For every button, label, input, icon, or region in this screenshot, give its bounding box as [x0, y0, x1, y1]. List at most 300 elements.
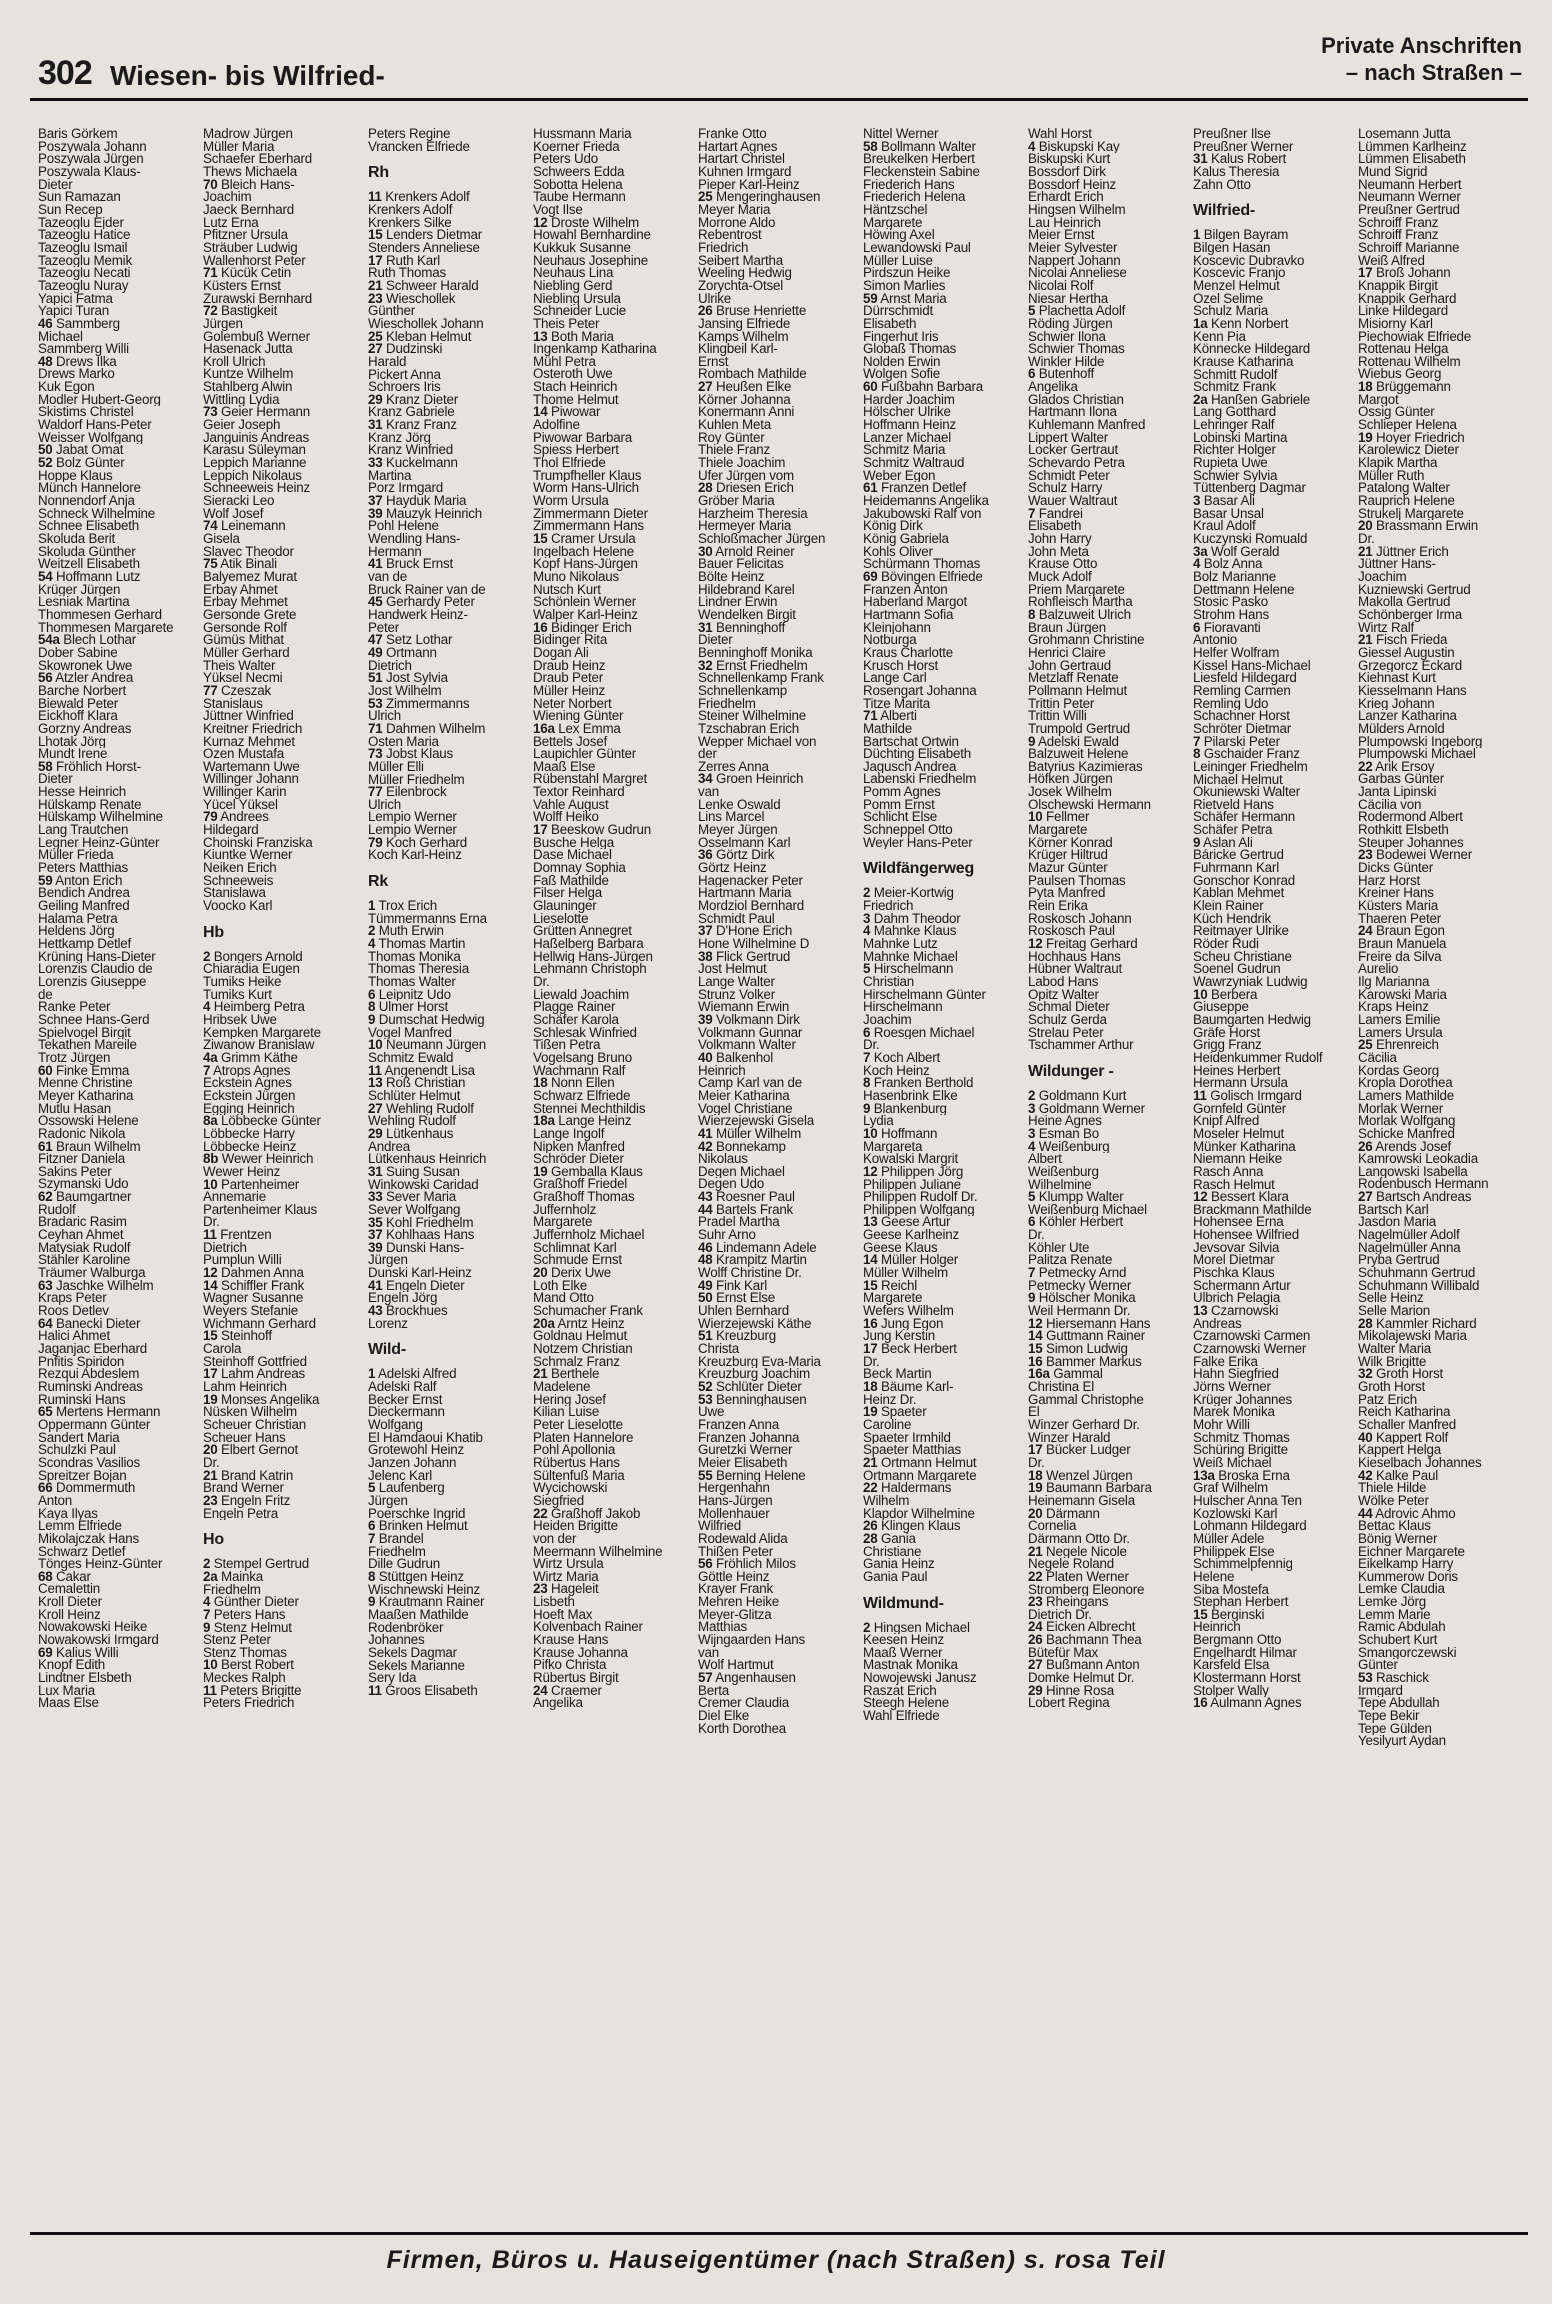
- house-number: 37: [368, 1229, 383, 1242]
- directory-entry: [1193, 1546, 1358, 1559]
- directory-entry: [1193, 470, 1358, 483]
- house-number: 27: [1028, 1659, 1043, 1673]
- resident-name: Berbera: [1211, 988, 1258, 1002]
- house-number: 25: [698, 191, 713, 204]
- resident-name: Dicks Günter: [1358, 862, 1433, 875]
- directory-entry: [1028, 634, 1193, 647]
- resident-name: Schneppel Otto: [863, 824, 953, 837]
- directory-entry: [863, 1356, 1028, 1369]
- resident-name: Angenhausen: [715, 1672, 796, 1685]
- directory-entry: [368, 647, 533, 660]
- resident-name: Wolgen Sofie: [863, 368, 941, 382]
- resident-name: Schmude Ernst: [533, 1254, 622, 1268]
- directory-entry: [533, 495, 698, 508]
- directory-entry: [533, 520, 698, 533]
- directory-entry: [38, 1659, 203, 1672]
- resident-name: Negele Roland: [1028, 1558, 1114, 1571]
- directory-entry: [1358, 1153, 1523, 1166]
- resident-name: Erbay Ahmet: [203, 583, 278, 597]
- directory-entry: [698, 255, 863, 268]
- resident-name: Knappik Birgit: [1358, 279, 1438, 293]
- resident-name: Bönig Werner: [1358, 1532, 1438, 1546]
- resident-name: Pifko Christa: [533, 1659, 607, 1673]
- resident-name: Pirdszun Heike: [863, 267, 951, 280]
- resident-name: Krause Hans: [533, 1634, 609, 1647]
- resident-name: Franzen Anna: [698, 1418, 779, 1432]
- directory-entry: [203, 242, 368, 255]
- directory-entry: [1193, 520, 1358, 533]
- directory-entry: [533, 1153, 698, 1166]
- directory-entry: [533, 331, 698, 344]
- resident-name: Golembuß Werner: [203, 330, 310, 344]
- house-number: 6: [863, 1026, 871, 1040]
- resident-name: Kreuzburg Eva-Maria: [698, 1355, 821, 1369]
- resident-name: Franzen Johanna: [698, 1431, 800, 1445]
- resident-name: Korth Dorothea: [698, 1722, 787, 1736]
- directory-entry: [203, 457, 368, 470]
- directory-entry: [533, 1027, 698, 1040]
- directory-entry: [1193, 1179, 1358, 1192]
- directory-entry: [1358, 875, 1523, 888]
- resident-name: Gerhardy Peter: [386, 596, 475, 609]
- resident-name: Simon Ludwig: [1046, 1343, 1128, 1356]
- resident-name: Rietveld Hans: [1193, 798, 1274, 812]
- directory-entry: [1358, 1128, 1523, 1141]
- house-number: 22: [533, 1507, 548, 1521]
- directory-entry: [38, 508, 203, 521]
- directory-entry: [1193, 685, 1358, 698]
- directory-entry: [533, 1242, 698, 1255]
- directory-entry: [1193, 394, 1358, 407]
- directory-entry: [38, 1292, 203, 1305]
- directory-entry: [203, 571, 368, 584]
- directory-entry: [368, 508, 533, 521]
- resident-name: Biewald Peter: [38, 697, 119, 711]
- directory-entry: [863, 1267, 1028, 1280]
- directory-entry: [1193, 1659, 1358, 1672]
- resident-name: Bossdorf Heinz: [1028, 178, 1116, 192]
- directory-entry: [38, 1141, 203, 1154]
- directory-entry: [698, 482, 863, 495]
- resident-name: Jung Egon: [881, 1317, 944, 1331]
- resident-name: Atik Binali: [220, 558, 277, 571]
- resident-name: Balzuweit Helene: [1028, 748, 1129, 761]
- resident-name: Scheuer Christian: [203, 1418, 307, 1432]
- house-number: 69: [38, 1646, 53, 1660]
- resident-name: Poszywala Jürgen: [38, 153, 144, 166]
- resident-name: Peters Friedrich: [203, 1697, 295, 1711]
- house-number: 6: [1028, 1216, 1036, 1230]
- directory-entry: [698, 710, 863, 723]
- house-number: 51: [698, 1330, 713, 1343]
- directory-entry: [698, 128, 863, 141]
- resident-name: Lahm Andreas: [221, 1368, 305, 1381]
- directory-entry: [203, 204, 368, 217]
- house-number: 40: [698, 1051, 713, 1065]
- resident-name: Helene: [1193, 1570, 1235, 1584]
- resident-name: Koch Karl-Heinz: [368, 849, 462, 863]
- directory-entry: [698, 609, 863, 622]
- house-number: 32: [1358, 1368, 1373, 1381]
- directory-entry: [368, 748, 533, 761]
- directory-entry: [1193, 444, 1358, 457]
- house-number: 3: [1193, 495, 1201, 508]
- directory-entry: [1028, 128, 1193, 141]
- resident-name: Jaschke Wilhelm: [56, 1279, 154, 1293]
- house-number: 68: [38, 1570, 53, 1584]
- resident-name: Wölke Peter: [1358, 1494, 1429, 1508]
- directory-entry: [1028, 255, 1193, 268]
- resident-name: Jüttner Erich: [1376, 545, 1449, 559]
- resident-name: Krautmann Rainer: [378, 1596, 485, 1609]
- directory-entry: [533, 849, 698, 862]
- resident-name: Janta Lipinski: [1358, 786, 1437, 799]
- directory-entry: [1193, 571, 1358, 584]
- directory-entry: [1358, 900, 1523, 913]
- resident-name: Kozlowski Karl: [1193, 1507, 1278, 1521]
- directory-entry: [1358, 736, 1523, 749]
- resident-name: Mahnke Klaus: [873, 925, 957, 939]
- resident-name: Leininger Friedhelm: [1193, 760, 1308, 774]
- resident-name: Schlieper Helena: [1358, 419, 1457, 432]
- directory-entry: [368, 1217, 533, 1230]
- directory-entry: [368, 406, 533, 419]
- directory-entry: [533, 1254, 698, 1267]
- resident-name: Lenders Dietmar: [386, 229, 483, 242]
- directory-entry: [38, 1305, 203, 1318]
- directory-entry: [1358, 1583, 1523, 1596]
- directory-entry: [533, 1609, 698, 1622]
- directory-entry: [863, 520, 1028, 533]
- directory-entry: [1028, 1103, 1193, 1116]
- directory-entry: [38, 1242, 203, 1255]
- directory-entry: [863, 1280, 1028, 1293]
- street-heading: Wildmund-: [863, 1594, 944, 1612]
- directory-entry: [533, 1685, 698, 1698]
- resident-name: Schmitz Frank: [1193, 381, 1276, 394]
- resident-name: Franzen Anton: [863, 583, 948, 597]
- resident-name: Müller Adele: [1193, 1532, 1265, 1546]
- directory-entry: [38, 1267, 203, 1280]
- resident-name: Sammberg Willi: [38, 343, 129, 356]
- directory-entry: [368, 900, 533, 913]
- house-number: 43: [698, 1191, 713, 1204]
- resident-name: Schneeweis: [203, 874, 274, 888]
- resident-name: Brand Katrin: [221, 1469, 294, 1483]
- resident-name: Volkmann Walter: [698, 1039, 796, 1052]
- directory-entry: [1358, 406, 1523, 419]
- house-number: 8: [368, 1570, 376, 1584]
- resident-name: Neumann Werner: [1358, 191, 1461, 204]
- resident-name: Schiffler Frank: [221, 1279, 305, 1293]
- resident-name: Friedrich: [698, 241, 749, 255]
- house-number: 24: [1028, 1621, 1043, 1635]
- resident-name: Kappert Helga: [1358, 1444, 1442, 1457]
- directory-entry: [533, 343, 698, 356]
- resident-name: Kammler Richard: [1376, 1317, 1477, 1331]
- house-number: 19: [1358, 431, 1373, 445]
- resident-name: Nonn Ellen: [551, 1077, 615, 1090]
- resident-name: Krause Johanna: [533, 1646, 628, 1660]
- resident-name: Atzler Andrea: [55, 672, 134, 685]
- resident-name: Hoffmann Lutz: [56, 570, 141, 584]
- house-number: 4: [1193, 558, 1201, 571]
- directory-entry: [1358, 217, 1523, 230]
- resident-name: Juffernholz: [533, 1203, 597, 1217]
- resident-name: Anton: [38, 1494, 72, 1508]
- directory-entry: [1358, 1115, 1523, 1128]
- resident-name: Brüggemann: [1376, 381, 1451, 394]
- directory-entry: [1028, 1621, 1193, 1634]
- resident-name: Craemer: [551, 1684, 602, 1698]
- house-number: 19: [533, 1165, 548, 1179]
- directory-entry: [698, 1280, 863, 1293]
- directory-entry: [1028, 1470, 1193, 1483]
- resident-name: Faß Mathilde: [533, 874, 609, 888]
- directory-entry: [1358, 432, 1523, 445]
- house-number: 2: [368, 925, 376, 939]
- directory-entry: [368, 824, 533, 837]
- resident-name: Mohr Willi: [1193, 1418, 1250, 1432]
- directory-entry: [1358, 963, 1523, 976]
- resident-name: Meckes Ralph: [203, 1672, 286, 1685]
- directory-entry: [1358, 938, 1523, 951]
- directory-entry: [1028, 356, 1193, 369]
- house-number: 23: [203, 1494, 218, 1508]
- directory-entry: [38, 672, 203, 685]
- resident-name: Pilarski Peter: [1203, 735, 1280, 749]
- resident-name: Thiele Joachim: [698, 457, 786, 470]
- directory-entry: [1193, 1444, 1358, 1457]
- house-number: 4: [863, 925, 871, 939]
- directory-entry: [38, 495, 203, 508]
- house-number: 11: [368, 191, 382, 204]
- resident-name: Ulrich: [368, 710, 402, 723]
- resident-name: Garbas Günter: [1358, 773, 1444, 787]
- resident-name: Jürgen: [368, 1254, 408, 1268]
- house-number: 40: [1358, 1431, 1373, 1445]
- directory-entry: [863, 1558, 1028, 1571]
- resident-name: Rein Erika: [1028, 900, 1088, 913]
- resident-name: Schäfer Hermann: [1193, 811, 1295, 825]
- resident-name: Kreiner Hans: [1358, 887, 1434, 901]
- resident-name: Rottenau Helga: [1358, 343, 1449, 356]
- directory-entry: [38, 280, 203, 293]
- directory-entry: [38, 1520, 203, 1533]
- house-number: 5: [863, 963, 871, 976]
- resident-name: Klingen Klaus: [881, 1520, 961, 1533]
- directory-entry: [1358, 128, 1523, 141]
- resident-name: Bastigkeit: [221, 305, 278, 318]
- resident-name: Kappert Rolf: [1376, 1431, 1449, 1445]
- directory-entry: [368, 1229, 533, 1242]
- resident-name: Martina: [368, 469, 412, 483]
- resident-name: Christina El: [1028, 1381, 1095, 1394]
- resident-name: Wolf Josef: [203, 507, 264, 521]
- directory-entry: [698, 318, 863, 331]
- resident-name: Bußmann Anton: [1046, 1659, 1140, 1673]
- resident-name: Dunski Hans-: [386, 1241, 465, 1255]
- directory-entry: [1193, 1090, 1358, 1103]
- resident-name: van de: [368, 571, 408, 584]
- house-number: 41: [368, 558, 383, 571]
- resident-name: Klapik Martha: [1358, 457, 1438, 470]
- directory-entry: [698, 1659, 863, 1672]
- directory-entry: [533, 1546, 698, 1559]
- resident-name: Bodewei Werner: [1376, 849, 1472, 863]
- resident-name: Kranz Jörg: [368, 431, 431, 445]
- directory-entry: [203, 698, 368, 711]
- directory-entry: [368, 1444, 533, 1457]
- directory-entry: [38, 761, 203, 774]
- directory-entry: [533, 406, 698, 419]
- directory-entry: [38, 1609, 203, 1622]
- resident-name: Rasch Helmut: [1193, 1178, 1275, 1192]
- house-number: 45: [368, 596, 383, 609]
- resident-name: Hussmann Maria: [533, 128, 632, 141]
- resident-name: Bollmann Walter: [881, 140, 976, 154]
- section-title-line2: – nach Straßen –: [1345, 60, 1522, 85]
- resident-name: Soenel Gudrun: [1193, 963, 1281, 976]
- directory-entry: [38, 799, 203, 812]
- resident-name: Bartels Frank: [716, 1203, 794, 1217]
- directory-entry: [533, 1141, 698, 1154]
- directory-entry: [368, 1419, 533, 1432]
- resident-name: Özel Selime: [1193, 292, 1263, 306]
- directory-entry: [368, 558, 533, 571]
- resident-name: Wehling Rudolf: [368, 1115, 456, 1128]
- resident-name: Egging Heinrich: [203, 1102, 295, 1116]
- directory-entry: [203, 1368, 368, 1381]
- directory-entry: [1193, 976, 1358, 989]
- resident-name: Jost Sylvia: [386, 672, 448, 685]
- resident-name: Leppich Marianne: [203, 457, 307, 470]
- resident-name: Mehren Heike: [698, 1596, 779, 1609]
- resident-name: Heinrich: [1193, 1621, 1241, 1635]
- resident-name: Wefers Wilhelm: [863, 1305, 954, 1318]
- directory-entry: [1358, 786, 1523, 799]
- directory-entry: [863, 217, 1028, 230]
- directory-entry: [368, 1546, 533, 1559]
- directory-entry: [1028, 1672, 1193, 1685]
- resident-name: Krüger Hiltrud: [1028, 849, 1108, 863]
- resident-name: Notzem Christian: [533, 1343, 633, 1356]
- directory-entry: [38, 1204, 203, 1217]
- directory-entry: [1028, 166, 1193, 179]
- directory-entry: [1028, 723, 1193, 736]
- resident-name: Ruminski Andreas: [38, 1380, 143, 1394]
- directory-entry: [1193, 951, 1358, 964]
- directory-entry: [863, 432, 1028, 445]
- resident-name: Schubert Kurt: [1358, 1634, 1438, 1647]
- directory-entry: [533, 1343, 698, 1356]
- house-number: 28: [863, 1532, 878, 1546]
- resident-name: Kordas Georg: [1358, 1064, 1439, 1078]
- resident-name: Seibert Martha: [698, 254, 784, 268]
- resident-name: Jörns Werner: [1193, 1381, 1271, 1394]
- directory-entry: [863, 1014, 1028, 1027]
- directory-entry: [38, 571, 203, 584]
- directory-entry: [38, 622, 203, 635]
- house-number: 11: [203, 1684, 217, 1698]
- resident-name: Bölte Heinz: [698, 570, 765, 584]
- directory-entry: [533, 571, 698, 584]
- directory-entry: [1028, 394, 1193, 407]
- directory-entry: [1358, 1470, 1523, 1483]
- resident-name: Meier Ernst: [1028, 229, 1095, 242]
- directory-entry: [368, 305, 533, 318]
- directory-entry: [368, 571, 533, 584]
- resident-name: Stähler Karoline: [38, 1254, 131, 1268]
- directory-entry: [698, 1495, 863, 1508]
- resident-name: Schnellenkamp Frank: [698, 672, 824, 685]
- resident-name: Gornfeld Günter: [1193, 1102, 1287, 1116]
- resident-name: Wehling Rudolf: [386, 1102, 474, 1116]
- directory-entry: [698, 1710, 863, 1723]
- resident-name: Uhlen Bernhard: [698, 1305, 789, 1318]
- directory-entry: [863, 811, 1028, 824]
- directory-entry: [1193, 1381, 1358, 1394]
- directory-entry: [1193, 887, 1358, 900]
- house-number: 1a: [1193, 317, 1208, 331]
- directory-entry: [38, 1596, 203, 1609]
- directory-entry: [38, 293, 203, 306]
- resident-name: Jaganjac Eberhard: [38, 1343, 148, 1356]
- directory-entry: [368, 444, 533, 457]
- resident-name: Hesse Heinrich: [38, 786, 126, 799]
- directory-entry: [368, 1596, 533, 1609]
- resident-name: Hering Josef: [533, 1393, 606, 1407]
- directory-entry: [1193, 1432, 1358, 1445]
- resident-name: Kroll Dieter: [38, 1596, 102, 1609]
- directory-entry: [863, 1115, 1028, 1128]
- resident-name: Köhler Herbert: [1038, 1216, 1124, 1230]
- resident-name: Löbbecke Heinz: [203, 1140, 297, 1154]
- directory-entry: [863, 1710, 1028, 1723]
- directory-entry: [1358, 837, 1523, 850]
- directory-entry: [368, 1166, 533, 1179]
- directory-entry: [1028, 710, 1193, 723]
- resident-name: Trumpfheller Klaus: [533, 469, 642, 483]
- resident-name: Lempio Werner: [368, 824, 457, 837]
- directory-entry: [533, 837, 698, 850]
- resident-name: Dunski Karl-Heinz: [368, 1267, 472, 1280]
- resident-name: Harz Horst: [1358, 874, 1420, 888]
- resident-name: Lümmen Elisabeth: [1358, 153, 1466, 166]
- directory-entry: [203, 406, 368, 419]
- resident-name: Geier Hermann: [221, 406, 310, 420]
- resident-name: Eickhoff Klara: [38, 710, 118, 723]
- resident-name: Hribsek Uwe: [203, 1013, 277, 1027]
- resident-name: Hermann: [368, 545, 422, 559]
- directory-entry: [1193, 546, 1358, 559]
- resident-name: Brassmann Erwin: [1376, 520, 1478, 533]
- directory-entry: [1358, 596, 1523, 609]
- house-number: 1: [368, 1368, 376, 1382]
- directory-entry: [1358, 710, 1523, 723]
- resident-name: Dudzinski: [386, 343, 443, 356]
- directory-entry: [203, 1609, 368, 1622]
- resident-name: Hirschelmann: [863, 1001, 943, 1014]
- resident-name: Piechowiak Elfriede: [1358, 330, 1472, 344]
- street-heading: Wildfängerweg: [863, 860, 975, 878]
- resident-name: Gschaider Franz: [1203, 748, 1300, 761]
- directory-entry: [698, 622, 863, 635]
- directory-entry: [863, 394, 1028, 407]
- resident-name: Michael Helmut: [1193, 773, 1283, 787]
- directory-entry: [533, 1482, 698, 1495]
- house-number: 2: [1028, 1089, 1036, 1103]
